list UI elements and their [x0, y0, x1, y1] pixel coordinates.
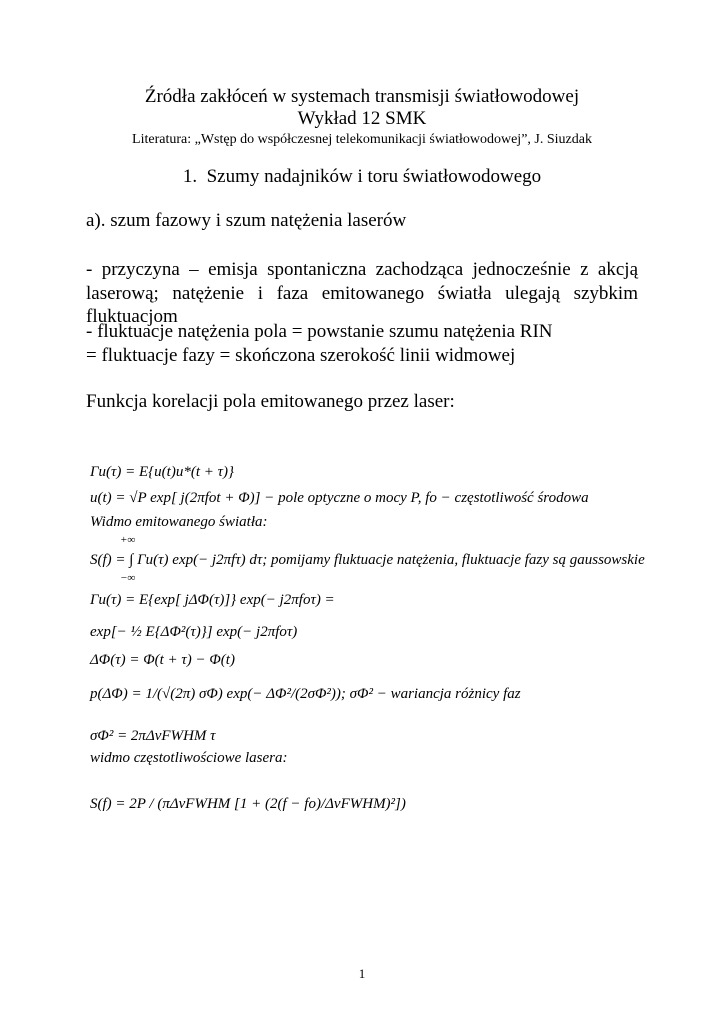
lecture-label: Wykład 12 SMK [297, 108, 427, 129]
cause-line: - przyczyna – emisja spontaniczna zachodząca jednocześnie z akcją [86, 259, 638, 280]
cause-line: laserową; natężenie i faza emitowanego światła ulegają szybkim [86, 282, 638, 304]
equation-gamma-expansion: Γu(τ) = E{exp[ jΔΦ(τ)]} exp(− j2πfoτ) = [90, 592, 335, 608]
integral-upper-limit: +∞ [120, 534, 136, 546]
intensity-paragraph: - fluktuacje natężenia pola = powstanie szumu natężenia RIN [86, 321, 553, 342]
equation-probability-note: wariancja różnicy faz [390, 686, 521, 702]
correlation-paragraph: Funkcja korelacji pola emitowanego przez laser: [86, 391, 455, 412]
equation-spectrum-lhs: S(f) = ∫ Γu(τ) exp(− j2πfτ) dτ; [90, 552, 272, 568]
section-heading [0, 166, 724, 188]
laser-spectrum-label: widmo częstotliwościowe lasera: [90, 750, 288, 766]
cause-line: fluktuacjom [86, 306, 178, 327]
equation-probability-lhs: p(ΔΦ) = 1/(√(2π) σΦ) exp(− ΔΦ²/(2σΦ²)); σΦ² − [90, 686, 391, 702]
section-title: Szumy nadajników i toru światłowodowego [206, 166, 542, 187]
document-title: Źródła zakłóceń w systemach transmisji światłowodowej [144, 86, 580, 107]
equation-spectrum [90, 552, 645, 569]
page-number: 1 [358, 966, 366, 981]
equation-laser-spectrum: S(f) = 2P / (πΔνFWHM [1 + (2(f − fo)/ΔνFWHM)²]) [90, 796, 406, 812]
equation-phase-difference: ΔΦ(τ) = Φ(t + τ) − Φ(t) [90, 652, 235, 668]
equation-field-note: pole optyczne o mocy P, fo − częstotliwość środowa [278, 490, 589, 506]
literature-reference: Literatura: „Wstęp do współczesnej telekomunikacji światłowodowej”, J. Siuzdak [132, 132, 592, 147]
section-number: 1. [182, 166, 198, 187]
equation-field-lhs: u(t) = √P exp[ j(2πfot + Φ)] − [90, 490, 279, 506]
spectrum-label: Widmo emitowanego światła: [90, 514, 268, 530]
cause-paragraph [86, 258, 638, 329]
phase-paragraph: = fluktuacje fazy = skończona szerokość linii widmowej [86, 345, 516, 366]
equation-spectrum-note: pomijamy fluktuacje natężenia, fluktuacje fazy są gaussowskie [271, 552, 645, 568]
equation-correlation: Γu(τ) = E{u(t)u*(t + τ)} [90, 464, 234, 480]
equation-variance: σΦ² = 2πΔνFWHM τ [90, 728, 216, 744]
equation-exp-expansion: exp[− ½ E{ΔΦ²(τ)}] exp(− j2πfoτ) [90, 624, 298, 640]
integral-lower-limit: −∞ [120, 572, 136, 584]
equation-probability [90, 686, 521, 703]
subsection-heading: a). szum fazowy i szum natężenia laserów [86, 210, 407, 231]
equation-field [90, 490, 589, 507]
